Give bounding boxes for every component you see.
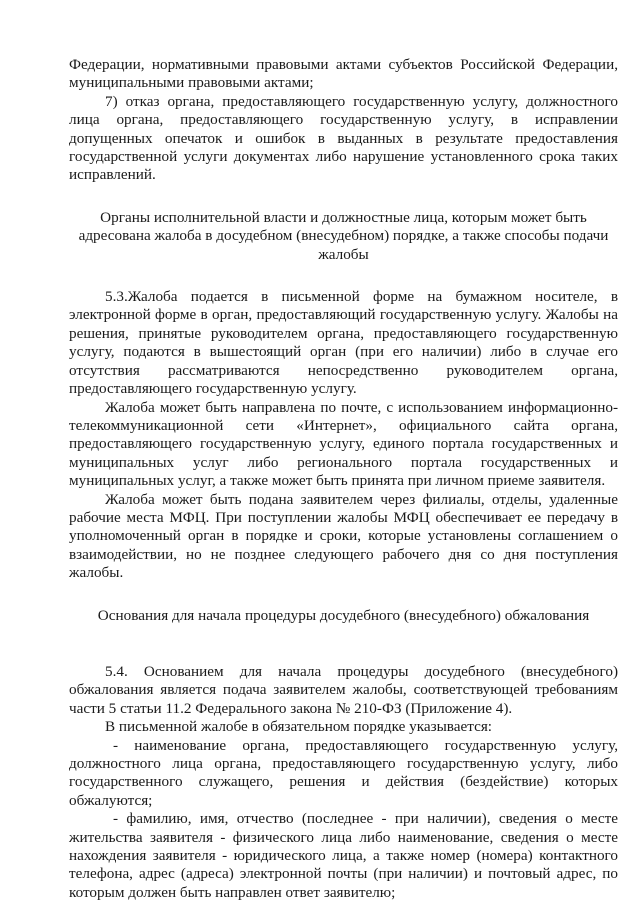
paragraph-continuation: Федерации, нормативными правовыми актами субъектов Российской Федерации, муниципальными правовыми актами; [69,56,618,92]
paragraph-item-7: 7) отказ органа, предоставляющего государственную услугу, должностного лица органа, предоставляющего государственную услугу, в исправлении допущенных опечаток и ошибок в выданных в результате предоставления государственной услуги документах либо нарушение установленного срока таких исправлений. [69,92,618,184]
list-item-authority: - наименование органа, предоставляющего государственную услугу, должностного лица органа, предоставляющего государственную услугу, либо государственного служащего, решения и действия (бездействие) которых обжалуются; [69,736,618,809]
heading-line: Органы исполнительной власти и должностные лица, которым может быть [100,208,587,226]
section-heading-complaint-bodies [69,209,618,264]
paragraph-submission-channels: Жалоба может быть направлена по почте, с использованием информационно-телекоммуникационной сети «Интернет», официального сайта органа, предоставляющего государственную услугу, единого портала государственных и муниципальных услуг либо регионального портала государственных и муниципальных услуг, а также может быть принята при личном приеме заявителя. [69,398,618,490]
paragraph-required-fields: В письменной жалобе в обязательном порядке указывается: [105,718,493,736]
list-item-applicant: - фамилию, имя, отчество (последнее - при наличии), сведения о месте жительства заявителя - физического лица либо наименование, сведения о месте нахождения заявителя - юридического лица, а также номер (номера) контактного телефона, адрес (адреса) электронной почты (при наличии) и почтовый адрес, по которым должен быть направлен ответ заявителю; [69,810,618,901]
paragraph-5-4: 5.4. Основанием для начала процедуры досудебного (внесудебного) обжалования является подача заявителем жалобы, соответствующей требованиям части 5 статьи 11.2 Федерального закона № 210-ФЗ (Приложение 4). [69,662,618,717]
heading-line: жалобы [318,245,369,263]
paragraph-5-3: 5.3.Жалоба подается в письменной форме на бумажном носителе, в электронной форме в орган, предоставляющий государственную услугу. Жалобы на решения, принятые руководителем органа, предоставляющего государственную услугу, подаются в вышестоящий орган (при его наличии) либо в случае его отсутствия рассматриваются непосредственно руководителем органа, предоставляющего государственную услугу. [69,288,618,398]
paragraph-mfc: Жалоба может быть подана заявителем через филиалы, отделы, удаленные рабочие места МФЦ. При поступлении жалобы МФЦ обеспечивает ее передачу в уполномоченный орган в порядке и сроки, которые установлены соглашением о взаимодействии, но не позднее следующего рабочего дня со дня поступления жалобы. [69,490,618,582]
section-heading-grounds: Основания для начала процедуры досудебного (внесудебного) обжалования [97,606,590,624]
heading-line: адресована жалоба в досудебном (внесудебном) порядке, а также способы подачи [78,227,609,245]
